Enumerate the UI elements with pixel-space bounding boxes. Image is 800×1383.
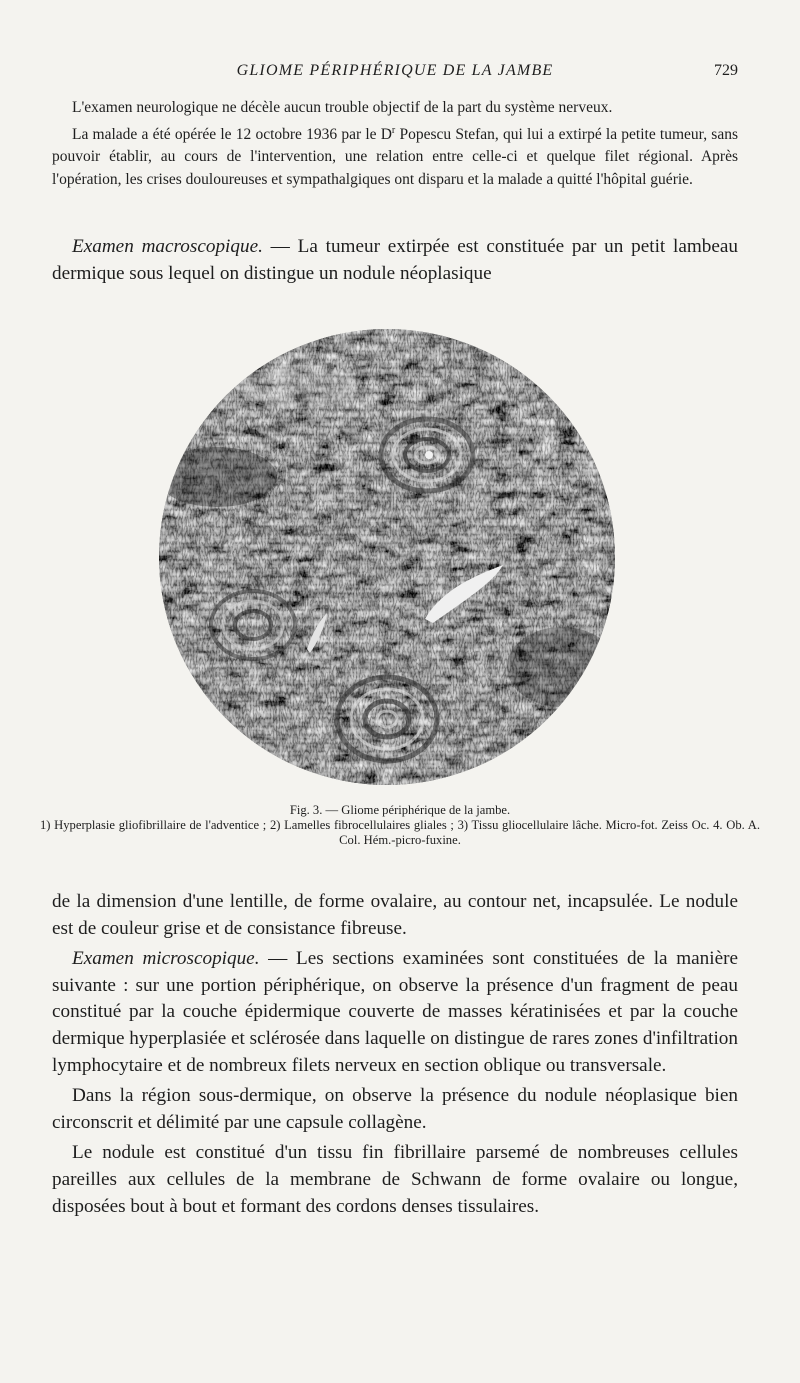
operation-text-start: La malade a été opérée le 12 octobre 1936 par le D [72,125,392,143]
macro-section [52,234,738,287]
macro-dash: — [262,236,298,257]
lower-text [52,889,738,1220]
paragraph-macro-continued: de la dimension d'une lentille, de forme ovalaire, au contour net, incapsulée. Le nodule est de couleur grise et de consistance fibreuse. [52,891,738,939]
paragraph-macroscopic [52,234,738,287]
figure-caption [40,803,760,848]
running-title: GLIOME PÉRIPHÉRIQUE DE LA JAMBE [236,62,554,79]
paragraph-subdermal: Dans la région sous-dermique, on observe la présence du nodule néoplasique bien circonscrit et délimité par une capsule collagène. [52,1085,738,1133]
doctor-superscript: r [391,124,396,136]
paragraph-neuro-exam: L'examen neurologique ne décèle aucun trouble objectif de la part du système nerveux. [72,99,613,116]
micro-heading: Examen microscopique. [72,948,260,970]
upper-text [52,97,738,191]
page-number: 729 [714,62,738,79]
micro-text: Les sections examinées sont constituées de la manière suivante : sur une portion périphérique, on observe la présence d'un fragment de peau constitué par la couche épidermique couverte de masses kératinisées et par la couche dermique hyperplasiée et sclérosée dans laquelle on distingue de rares zones d'infiltration lymphocytaire et de nombreux filets nerveux en section oblique ou transversale. [52,948,738,1076]
macro-heading: Examen macroscopique. [72,236,263,257]
paragraph-microscopic [52,946,738,1079]
micro-dash: — [259,948,296,970]
paragraph-nodule: Le nodule est constitué d'un tissu fin fibrillaire parsemé de nombreuses cellules pareilles aux cellules de la membrane de Schwann de forme ovalaire ou longue, disposées bout à bout et formant des cordons denses tissulaires. [52,1142,738,1217]
figure-caption-text: 1) Hyperplasie gliofibrillaire de l'adventice ; 2) Lamelles fibrocellulaires gliales ; 3) Tissu gliocellulaire lâche. Micro-fot. Zeiss Oc. 4. Ob. A. Col. Hém.-picro-fuxine. [40,818,760,847]
micrograph-image [157,327,617,787]
running-head [52,62,738,84]
figure-label: Fig. 3. — Gliome périphérique de la jambe. [289,803,511,817]
paragraph-operation [52,120,738,192]
micrograph-figure [157,327,617,787]
operation-text-end: Popescu Stefan, qui lui a extirpé la petite tumeur, sans pouvoir établir, au cours de l'intervention, une relation entre celle-ci et quelque filet régional. Après l'opération, les crises douloureuses et sympathalgiques ont disparu et la malade a quitté l'hôpital guérie. [52,125,738,188]
macro-text: La tumeur extirpée est constituée par un petit lambeau dermique sous lequel on distingue un nodule néoplasique [52,236,738,284]
